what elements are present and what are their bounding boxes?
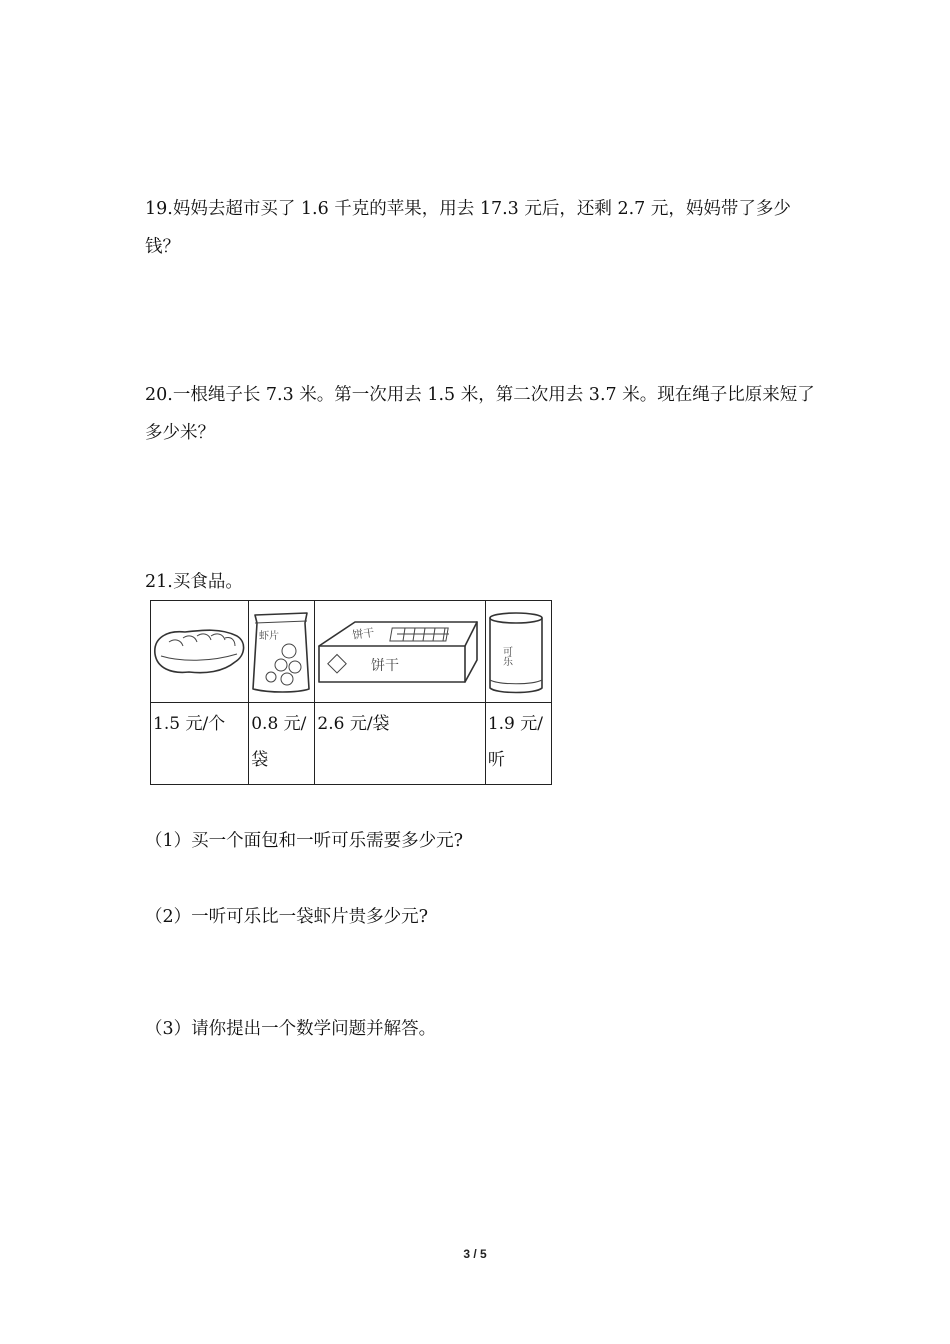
sub-question-3: （3）请你提出一个数学问题并解答。: [145, 1019, 437, 1039]
food-price-row: [151, 703, 552, 785]
biscuits-box-icon: [315, 612, 483, 692]
shrimp-chips-icon: [249, 609, 313, 695]
bread-icon: [151, 616, 247, 688]
biscuits-price: 2.6 元/袋: [315, 703, 485, 785]
page-number: 3 / 5: [463, 1247, 487, 1261]
shrimp-chips-image-cell: [249, 601, 315, 703]
cola-can-icon: [486, 608, 548, 696]
biscuits-front-label: 饼干: [371, 657, 400, 674]
sub-question-2: （2）一听可乐比一袋虾片贵多少元?: [145, 907, 429, 927]
bread-image-cell: [151, 601, 249, 703]
cola-price: 1.9 元/听: [485, 703, 551, 785]
shrimp-chips-price: 0.8 元/袋: [249, 703, 315, 785]
food-price-table: [150, 600, 552, 785]
sub-question-1: （1）买一个面包和一听可乐需要多少元?: [145, 831, 464, 851]
cola-label: 可乐: [500, 645, 512, 666]
question-20: 20.一根绳子长 7.3 米。第一次用去 1.5 米，第二次用去 3.7 米。现在绳子比原来短了多少米？: [145, 385, 815, 443]
cola-image-cell: [485, 601, 551, 703]
biscuits-top-label: 饼干: [351, 625, 376, 642]
question-21: 21.买食品。: [145, 572, 243, 592]
food-image-row: [151, 601, 552, 703]
bread-price: 1.5 元/个: [151, 703, 249, 785]
question-19: 19.妈妈去超市买了 1.6 千克的苹果，用去 17.3 元后，还剩 2.7 元，妈妈带了多少钱？: [145, 199, 791, 257]
biscuits-image-cell: [315, 601, 485, 703]
shrimp-chips-label: 虾片: [259, 630, 280, 642]
